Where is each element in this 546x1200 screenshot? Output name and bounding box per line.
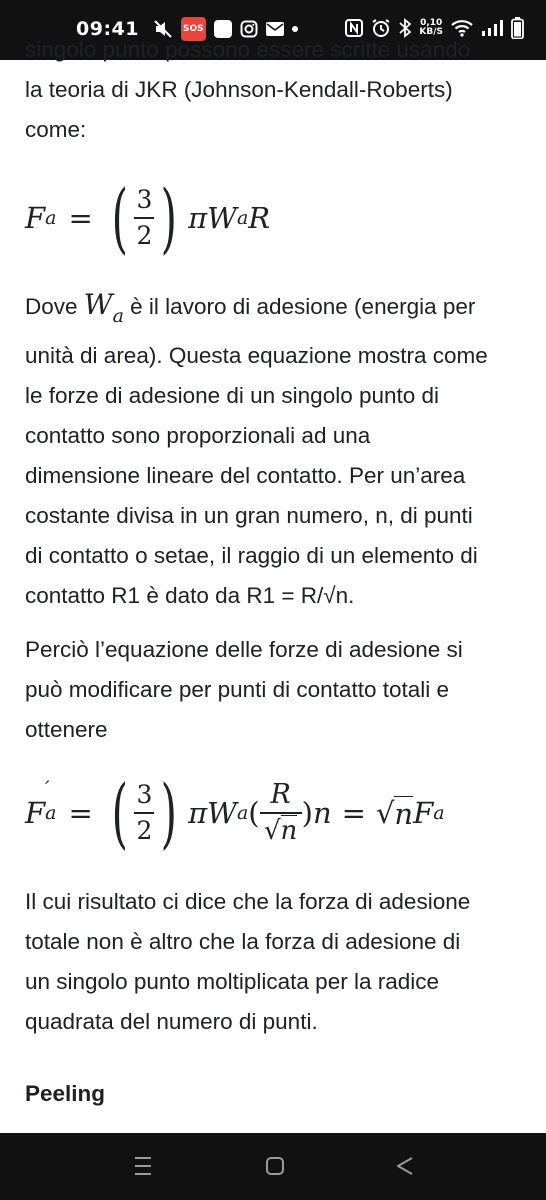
- equation-jkr: F a = ( $\frac{3}{2}$ ) π W a R: [25, 173, 271, 262]
- sos-icon: SOS: [181, 17, 206, 41]
- inline-math-wa: $W_a$: [83, 288, 124, 327]
- back-icon[interactable]: [395, 1155, 415, 1182]
- status-time: 09:41: [76, 18, 139, 40]
- paragraph-intro: singolo punto possono essere scritte usando la teoria di JKR (Johnson-Kendall-Roberts) come:: [25, 37, 471, 142]
- paragraph-modification: Perciò l’equazione delle forze di adesione si può modificare per punti di contatto totali e ottenere: [25, 637, 463, 742]
- paragraph-result: Il cui risultato ci dice che la forza di adesione totale non è altro che la forza di adesione di un singolo punto moltiplicata per la radice quadrata del numero di punti.: [25, 889, 471, 1034]
- paragraph-explanation: Dove $W_a$ è il lavoro di adesione (energia per unità di area). Questa equazione mostra come le forze di adesione di un singolo punto di contatto sono proporzionali ad una dimensione lineare del contatto. Per un’area costante divisa in un gran numero, n, di punti di contatto o setae, il raggio di un elemento di contatto R1 è dato da R1 = R/√n.: [25, 288, 488, 608]
- recents-icon[interactable]: [133, 1155, 153, 1182]
- section-heading: Peeling: [25, 1081, 106, 1106]
- article-content: [25, 30, 530, 150]
- fraction-three-halves: $\frac{3}{2}$: [134, 780, 154, 846]
- fraction-r-over-sqrt-n: $\frac{R}{√n}$: [260, 780, 302, 846]
- home-icon[interactable]: [265, 1155, 285, 1182]
- network-speed: 0,10 KB/S: [419, 18, 443, 37]
- fraction-three-halves: $\frac{3}{2}$: [134, 185, 154, 251]
- navigation-bar: [0, 1133, 546, 1200]
- equation-total-force: F ′ a = ( $\frac{3}{2}$ ) π W a ( $\frac{R}{√n}$ ) n = √ n F a: [25, 768, 445, 857]
